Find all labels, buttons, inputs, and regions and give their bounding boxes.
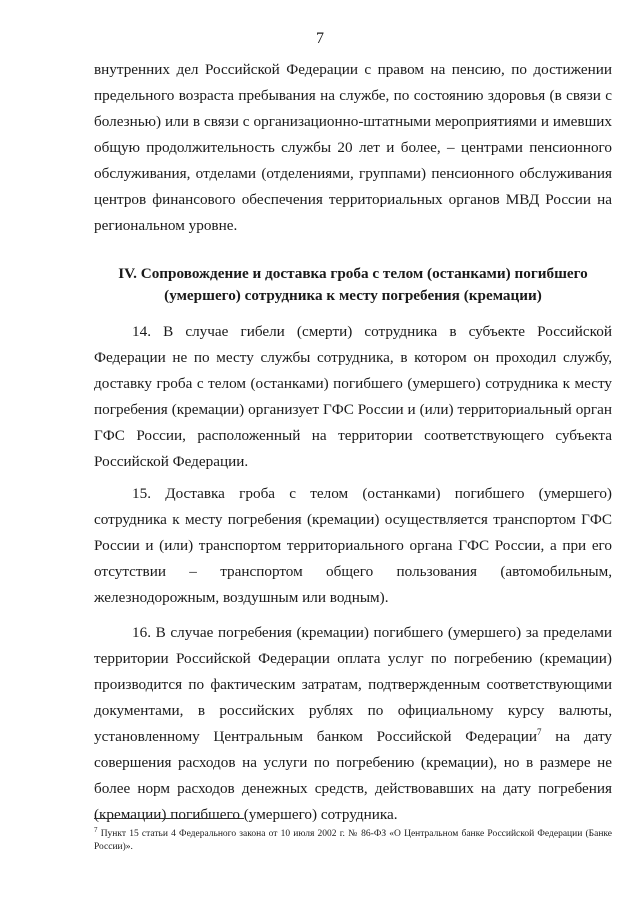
footnote-reference: 7 xyxy=(536,726,542,737)
footnote-text: Пункт 15 статьи 4 Федерального закона от 10 июля 2002 г. № 86-ФЗ «О Центральном банке Российской Федерации (Банке России)». xyxy=(94,829,612,852)
paragraph-16 xyxy=(94,620,612,828)
paragraph-16-text-end: на дату совершения расходов на услуги по погребению (кремации), но в размере не более норм расходов денежных средств, действовавших на дату погребения (кремации) погибшего (умершего) сотрудника. xyxy=(94,728,612,823)
page-number: 7 xyxy=(316,30,324,47)
paragraph-16-text: 16. В случае погребения (кремации) погибшего (умершего) за пределами территории Российской Федерации оплата услуг по погребению (кремации) производится по фактическим затратам, подтвержденным соответствующими документами, в российских рублях по официальному курсу валюты, установленному Центральным банком Российской Федерации xyxy=(94,624,612,745)
paragraph-15: 15. Доставка гроба с телом (останками) погибшего (умершего) сотрудника к месту погребения (кремации) осуществляется транспортом ГФС России и (или) транспортом территориального органа ГФС России, а при его отсутствии – транспортом общего пользования (автомобильным, железнодорожным, воздушным или водным). xyxy=(94,485,612,606)
document-body xyxy=(94,57,612,828)
footnote-divider xyxy=(94,818,244,819)
footnote-marker: 7 xyxy=(94,825,98,834)
section-heading: IV. Сопровождение и доставка гроба с телом (останками) погибшего (умершего) сотрудника к месту погребения (кремации) xyxy=(118,265,588,304)
paragraph-continuation: внутренних дел Российской Федерации с правом на пенсию, по достижении предельного возраста пребывания на службе, по состоянию здоровья (в связи с болезнью) или в связи с организационно-штатными мероприятиями и имевших общую продолжительность службы 20 лет и более, – центрами пенсионного обслуживания, отделами (отделениями, группами) пенсионного обслуживания центров финансового обеспечения территориальных органов МВД России на региональном уровне. xyxy=(94,61,612,234)
footnote xyxy=(94,825,612,854)
paragraph-14: 14. В случае гибели (смерти) сотрудника в субъекте Российской Федерации не по месту службы сотрудника, в котором он проходил службу, доставку гроба с телом (останками) погибшего (умершего) сотрудника к месту погребения (кремации) организует ГФС России и (или) территориальный орган ГФС России, расположенный на территории соответствующего субъекта Российской Федерации. xyxy=(94,323,612,470)
